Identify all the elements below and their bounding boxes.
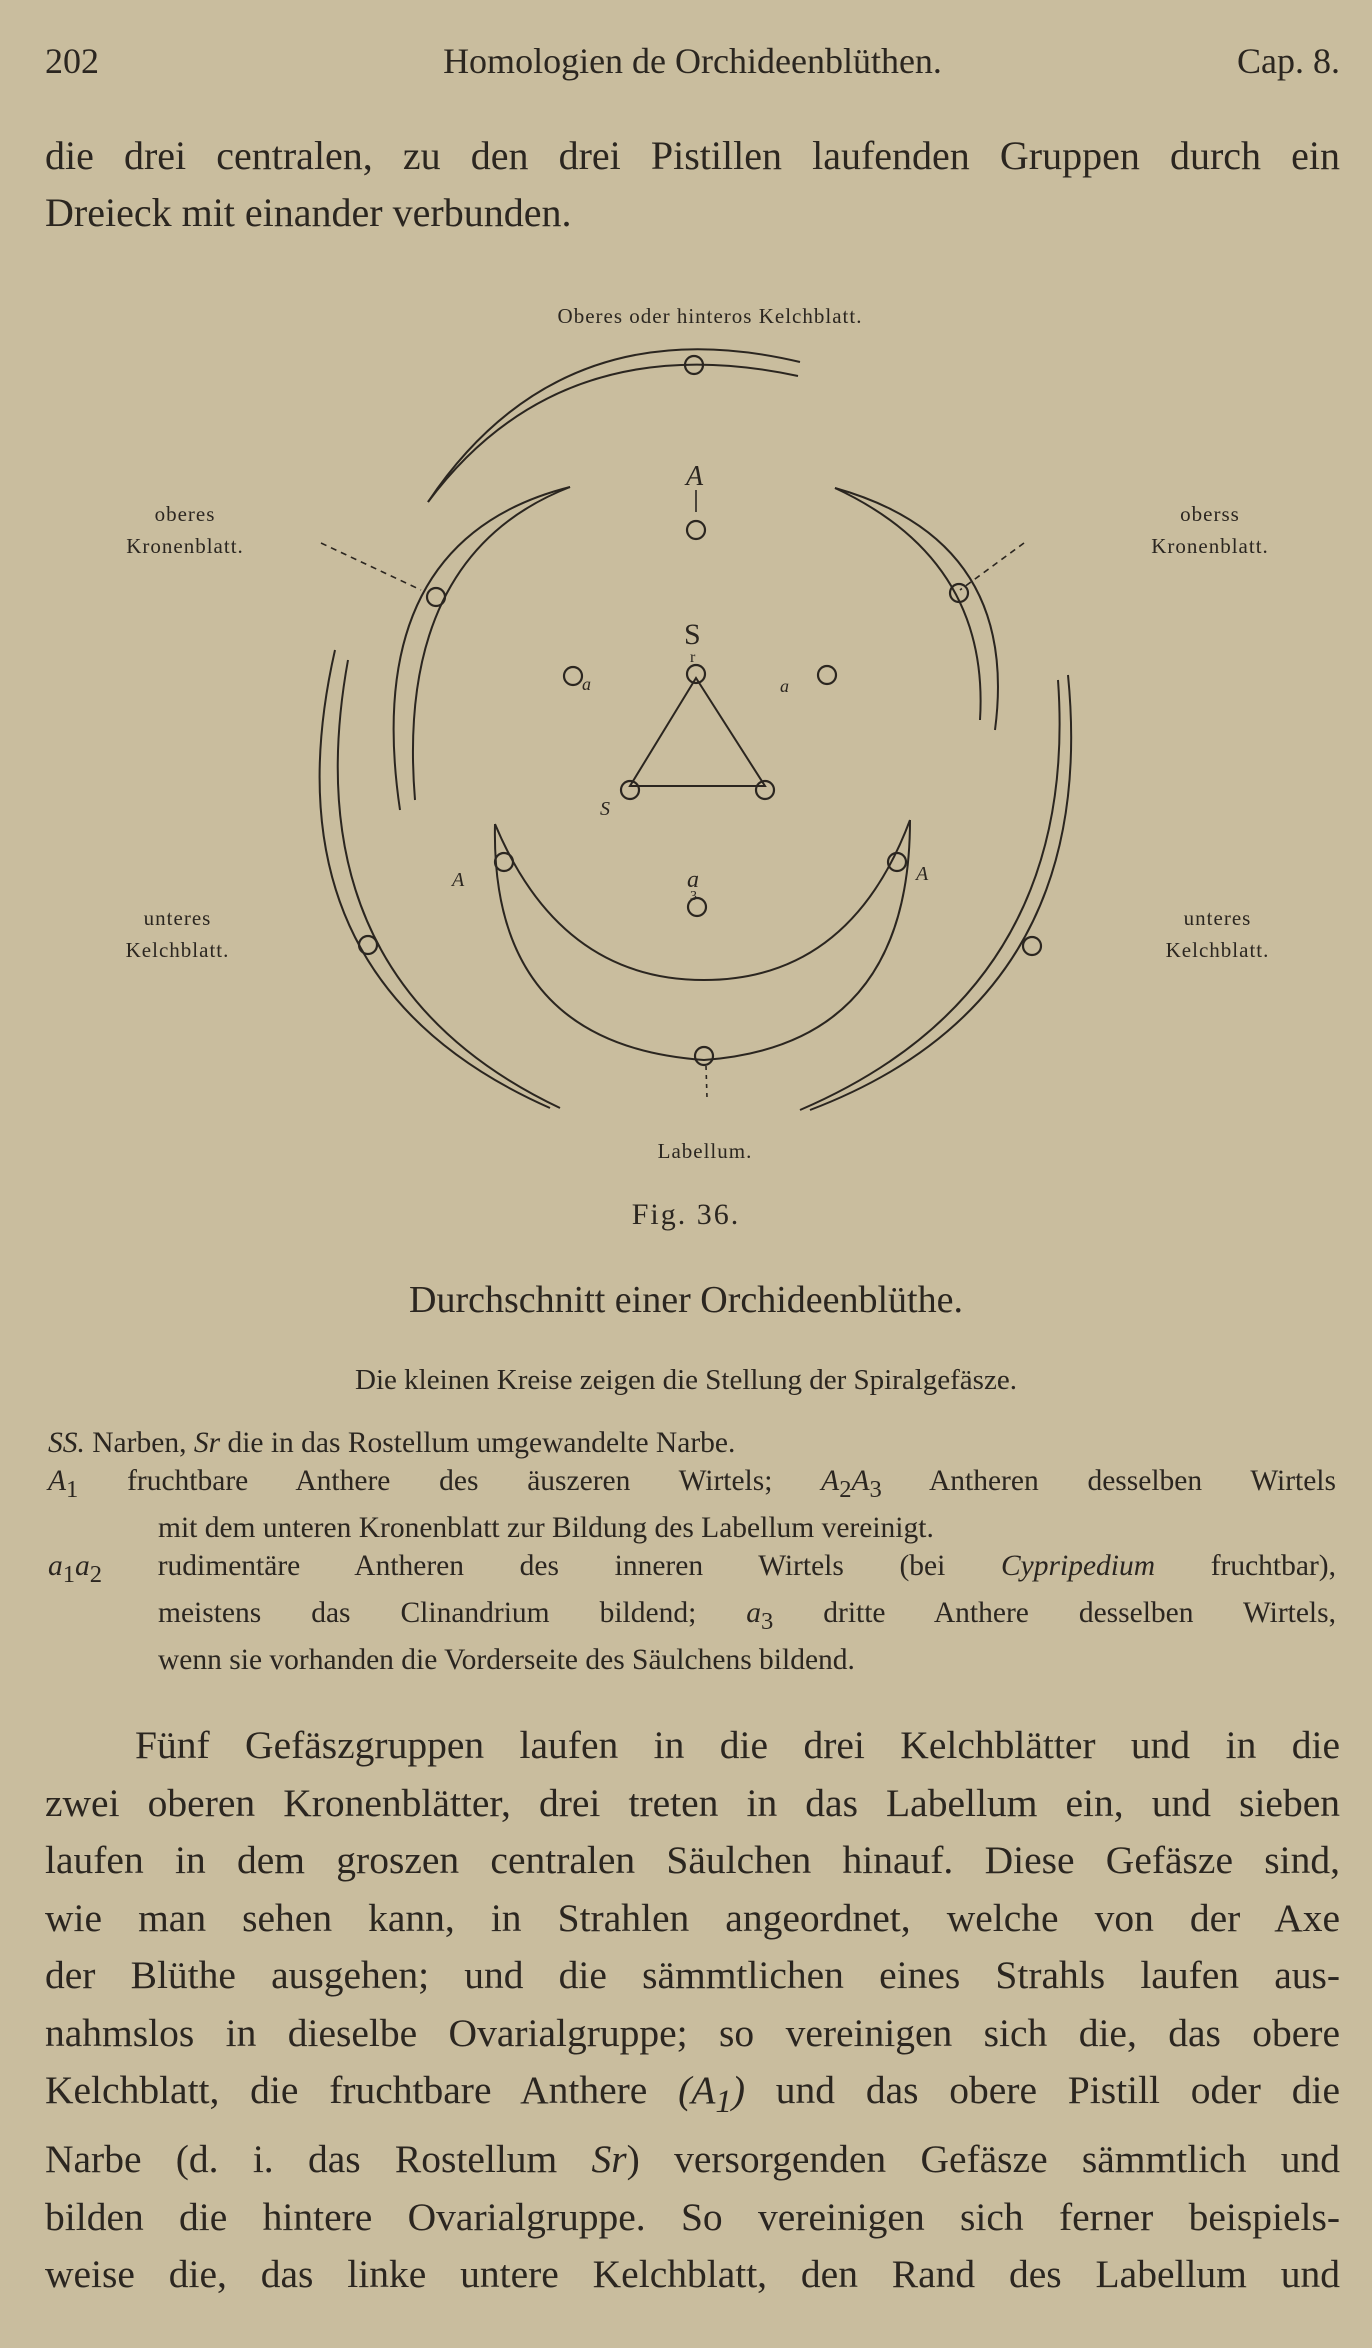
text-line: zwei oberen Kronenblätter, drei treten in das Labellum ein, und sieben — [45, 1780, 1340, 1825]
label-line: oberss — [1180, 502, 1240, 526]
mark-a3: a — [687, 867, 699, 893]
running-header — [45, 40, 1340, 90]
text-line: wie man sehen kann, in Strahlen angeordnet, welche von der Axe — [45, 1895, 1340, 1940]
legend-line — [48, 1547, 1336, 1594]
leader-line-bottom — [706, 1066, 707, 1098]
vessel-circle — [687, 521, 705, 539]
mark-A1: A — [686, 461, 704, 492]
figure-subcaption: Die kleinen Kreise zeigen die Stellung der Spiralgefäsze. — [355, 1364, 1017, 1396]
legend-term: A — [821, 1465, 840, 1497]
mark-S-left: S — [600, 798, 610, 820]
mark-a2: a — [780, 676, 789, 696]
page-number: 202 — [45, 41, 99, 81]
legend-subscript: 1 — [62, 1560, 76, 1588]
legend-text: meistens das Clinandrium bildend; — [158, 1596, 747, 1629]
figure-number: Fig. 36. — [631, 1198, 741, 1231]
legend-term: a — [746, 1596, 761, 1629]
vessel-circle — [621, 781, 639, 799]
stigma-triangle — [630, 678, 765, 786]
label-top-sepal: Oberes oder hinteros Kelchblatt. — [557, 304, 863, 328]
label-line: unteres — [1183, 906, 1252, 930]
label-line: Kronenblatt. — [126, 534, 244, 558]
vessel-circle — [818, 666, 836, 684]
vessel-circle — [695, 1047, 713, 1065]
lower-right-sepal-outer — [810, 675, 1071, 1110]
legend-term: a — [48, 1549, 63, 1582]
legend-text: Antheren desselben Wirtels — [881, 1465, 1336, 1497]
legend-genus: Cypripedium — [1001, 1549, 1156, 1582]
mark-a3-sub: 3 — [690, 889, 697, 904]
text-line: Narbe (d. i. das Rostellum Sr) versorgenden Gefäsze sämmtlich und — [45, 2137, 1340, 2182]
label-line: Kronenblatt. — [1151, 534, 1269, 558]
mark-A3: A — [916, 863, 929, 885]
legend-text: die in das Rostellum umgewandelte Narbe. — [220, 1427, 736, 1459]
mark-a1: a — [582, 674, 591, 694]
legend-term: a — [75, 1549, 90, 1582]
upper-left-petal-outer — [394, 487, 570, 810]
leader-line-upper-right — [960, 543, 1024, 590]
upper-right-petal-outer — [835, 488, 998, 730]
label-line: Kelchblatt. — [1165, 938, 1270, 962]
text-run: versorgenden Gefäsze sämmtlich und — [639, 2137, 1340, 2182]
upper-right-petal-inner — [835, 488, 981, 720]
legend-subscript: 3 — [869, 1475, 882, 1503]
labellum-outer — [495, 820, 910, 1060]
text-line: Fünf Gefäszgruppen laufen in die drei Kelchblätter und in die — [135, 1723, 1340, 1767]
label-upper-right-petal — [1120, 498, 1300, 562]
label-line: Kelchblatt. — [125, 938, 230, 962]
legend-subscript: 2 — [839, 1475, 852, 1503]
vessel-circle — [564, 667, 582, 685]
text-line: nahmslos in dieselbe Ovarialgruppe; so vereinigen sich die, das obere — [45, 2010, 1340, 2055]
figure-legend — [48, 1424, 1336, 1679]
text-term: Sr — [591, 2137, 627, 2182]
legend-line: wenn sie vorhanden die Vorderseite des Säulchens bildend. — [158, 1643, 855, 1676]
vessel-circle — [756, 781, 774, 799]
leader-line-upper-left — [321, 543, 421, 590]
legend-text: fruchtbare Anthere des äuszeren Wirtels; — [78, 1465, 822, 1497]
intro-paragraph — [45, 127, 1340, 241]
lower-left-sepal-outer — [320, 650, 550, 1108]
text-line: weise die, das linke untere Kelchblatt, den Rand des Labellum und — [45, 2252, 1340, 2297]
text-line: Kelchblatt, die fruchtbare Anthere $(A_1)$ und das obere Pistill oder die — [45, 2068, 1340, 2120]
text-line: der Blüthe ausgehen; und die sämmtlichen eines Strahls laufen aus- — [45, 1953, 1340, 1997]
vessel-circle — [495, 853, 513, 871]
flower-cross-section-figure — [90, 290, 1310, 1170]
legend-term: A — [48, 1465, 67, 1497]
top-sepal-inner — [428, 365, 798, 502]
text-line: bilden die hintere Ovarialgruppe. So vereinigen sich ferner beispiels- — [45, 2194, 1340, 2239]
label-lower-left-sepal — [90, 902, 265, 966]
chapter-label: Cap. 8. — [1237, 41, 1340, 81]
legend-text: Narben, — [84, 1427, 194, 1459]
label-labellum: Labellum. — [657, 1139, 753, 1163]
upper-left-petal-inner — [413, 487, 570, 800]
legend-term: A — [851, 1465, 870, 1497]
legend-text: fruchtbar), — [1155, 1549, 1336, 1582]
vessel-circle — [359, 936, 377, 954]
figure-caption: Durchschnitt einer Orchideenblüthe. — [409, 1279, 963, 1321]
legend-subscript: 2 — [89, 1560, 103, 1588]
top-sepal-outer — [428, 349, 800, 502]
vessel-circle — [687, 665, 705, 683]
text-line: die drei centralen, zu den drei Pistillen laufenden Gruppen durch ein — [45, 133, 1340, 178]
legend-text: rudimentäre Antheren des inneren Wirtels (bei — [102, 1549, 1001, 1582]
text-run: Narbe (d. i. das Rostellum — [45, 2137, 592, 2182]
running-title: Homologien de Orchideenblüthen. — [443, 41, 942, 81]
text-term: A — [691, 2068, 716, 2112]
text-line: laufen in dem groszen centralen Säulchen hinauf. Diese Gefäsze sind, — [45, 1838, 1340, 1882]
legend-line — [48, 1594, 1336, 1641]
text-subscript: 1 — [715, 2083, 732, 2120]
mark-A2: A — [452, 869, 465, 891]
text-run: und das obere Pistill oder die — [745, 2068, 1340, 2112]
label-lower-right-sepal — [1130, 902, 1305, 966]
legend-line: mit dem unteren Kronenblatt zur Bildung des Labellum vereinigt. — [158, 1511, 934, 1544]
label-line: unteres — [143, 906, 212, 930]
mark-Sr: S — [684, 618, 701, 651]
legend-subscript: 3 — [761, 1607, 774, 1635]
legend-line — [48, 1424, 1336, 1462]
legend-subscript: 1 — [66, 1475, 79, 1503]
label-line: oberes — [154, 502, 216, 526]
vessel-circle — [1023, 937, 1041, 955]
legend-term: Sr — [193, 1427, 221, 1459]
vessel-circle — [427, 588, 445, 606]
legend-text: dritte Anthere desselben Wirtels, — [773, 1596, 1336, 1629]
legend-term: SS. — [48, 1427, 85, 1459]
legend-line — [48, 1462, 1336, 1509]
text-run: Kelchblatt, die fruchtbare Anthere — [45, 2068, 679, 2112]
mark-Sr-sub: r — [690, 649, 696, 666]
label-upper-left-petal — [90, 498, 280, 562]
figure-drawing — [90, 290, 1310, 1170]
text-line: Dreieck mit einander verbunden. — [45, 190, 572, 235]
body-paragraph — [45, 1717, 1340, 2304]
